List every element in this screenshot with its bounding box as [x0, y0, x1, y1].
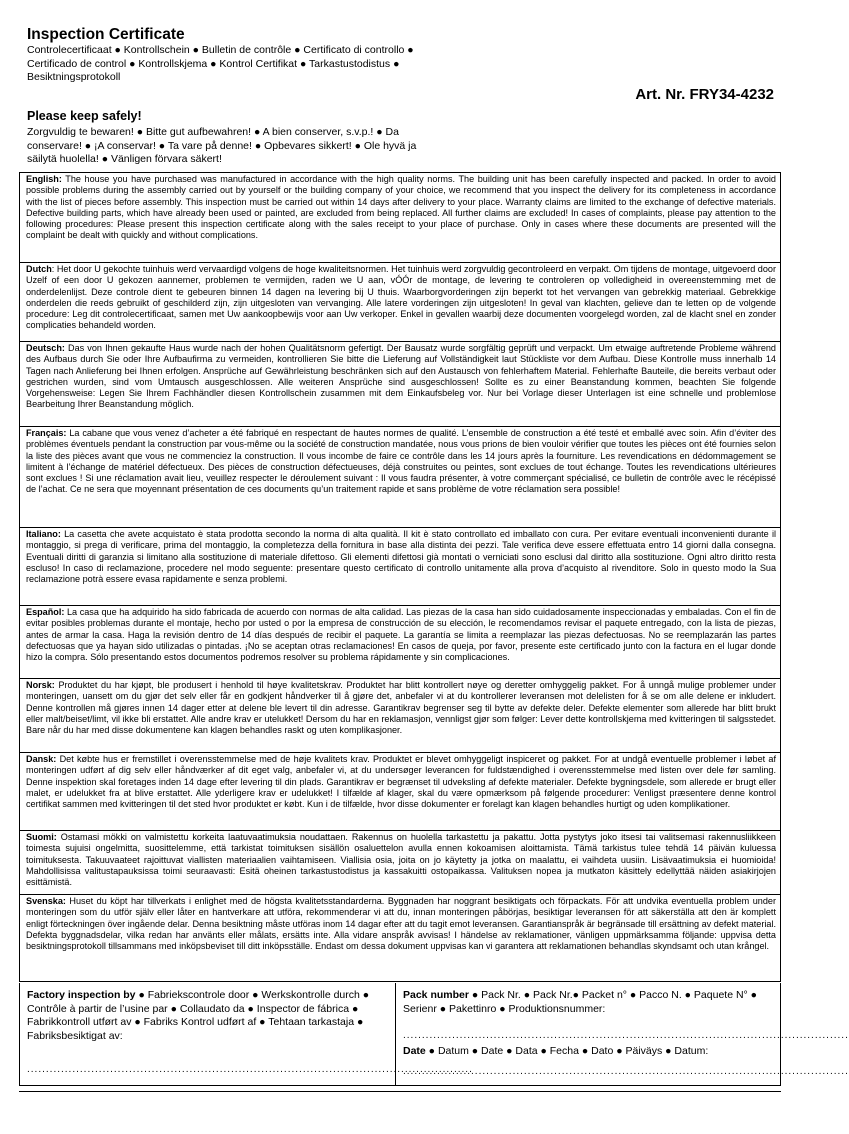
section-text: Produktet du har kjøpt, ble produsert i henhold til høye kvalitetskrav. Produktet har blitt kontrollert nøye og deretter omhyggelig pakket. For å unngå mulige problemer under monteringen, uansett om du gjør det selv eller får en godkjent håndverker til å gjøre det, anbefaler vi at du kontrollerer leveransen mot delelisten for å se om alle delene er inkludert. Denne kontrollen må gjøres innen 14 dager etter at delene ble levert til din adresse. Garantikrav begrenser seg til bytte av defekte deler. Defekte elementer som allerede har blitt brukt eller malt/beiset/limt, vil ikke bli erstattet. Alle andre krav er utelukket! Dersom du har en reklamasjon, vennligst gjør som følger: Lever dette kontrollskjema med kvitteringen til salgsstedet. Bare når du har med disse dokumentene kan klagen behandles raskt og uten komplikasjoner.: [26, 680, 776, 735]
section-italiano: [20, 528, 780, 606]
section-francais: [20, 427, 780, 528]
section-text: La casa que ha adquirido ha sido fabricada de acuerdo con normas de alta calidad. Las piezas de la casa han sido cuidadosamente inspeccionadas y embaladas. Con el fin de evitar posibles problemas durante el montaje, hecho por usted o por la empresa de construcción de su elección, le recomendamos revisar el paquete entregado, con la lista de piezas, antes de armar la casa. Haga la revisión dentro de 14 días después de recibir el paquete. La garantía se limita a reemplazar las piezas defectuosas. No se reemplazarán las partes defectuosas que ya hayan sido utilizadas o pintadas. ¡No se aceptan otras reclamaciones! En casos de queja, por favor, presente este certificado junto con la factura en el lugar donde hizo la compra. Sólo presentando estos documentos podremos resolver su problema rápidamente y sin complicaciones.: [26, 607, 776, 662]
section-text: La casetta che avete acquistato è stata prodotta secondo la norma di alta qualità. Il kit è stato controllato ed imballato con cura. Per evitare eventuali inconvenienti durante il montaggio, si prega di verificare, prima del montaggio, la completezza della fornitura in base alla distinta dei pezzi. Tale verifica deve essere effettuata entro 14 giorni dalla consegna. Eventuali diritti di garanzia si limitano alla sostituzione di materiale difettoso. Gli elementi difettosi già montati o verniciati sono esclusi dal diritto alla sostituzione. Ogni altro diritto resta escluso! In caso di reclamazione, procedere nel modo seguente: presentare questo certificato di controllo unitamente alla prova d’acquisto al rivenditore. Solo in questo modo la Sua reclamazione potrà essere evasa rapidamente e senza problemi.: [26, 529, 776, 584]
section-text: Ostamasi mökki on valmistettu korkeita laatuvaatimuksia noudattaen. Rakennus on huolella tarkastettu ja pakattu. Jotta pystytys joko itsesi tai valitsemasi rakennusliikkeen toimesta sujuisi ongelmitta, suosittelemme, että tarkistat toimituksen sisällön osaluettelon avulla ennen kokoamisen aloittamista. Tämä tarkistus tulee tehdä 14 päivän kuluessa toimituksesta. Takuuvaateet rajoittuvat viallisten materiaalien vaihtamiseen. Viallisia osia, joita on jo käytetty ja jotka on maalattu, ei vaihdeta uusiin. Lisävaatimuksia ei huomioida! Mahdollisissa valitustapauksissa toimi seuraavasti: Esitä oheinen tarkastustodistus ja kassakuitti ostopaikassa. Valituksen nopea ja mutkaton käsittely edellyttää näiden asiakirjojen esittämistä.: [26, 832, 776, 887]
section-lang-label: Français:: [26, 428, 67, 438]
section-svenska: [20, 895, 780, 981]
date-blank[interactable]: ......................................................................................................................: [403, 1066, 849, 1077]
date-line: [403, 1045, 774, 1059]
section-dutch: [20, 263, 780, 342]
section-norsk: [20, 679, 780, 753]
keep-safely-translations: Zorgvuldig te bewaren! ● Bitte gut aufbewahren! ● A bien conserver, s.v.p.! ● Da conservare! ● ¡A conservar! ● Ta vare på denne! ● Opbevares sikkert! ● Ole hyvä ja säilytä huolella! ● Vänligen förvara säkert!: [27, 126, 417, 165]
section-text: : Het door U gekochte tuinhuis werd vervaardigd volgens de hoge kwaliteitsnormen. Het tuinhuis werd zorgvuldig gecontroleerd en verpakt. Om tijdens de montage, uitgevoerd door Uzelf of een door U gekozen aannemer, problemen te vermijden, raden we U aan, vÓÓr de montage, de levering te controleren op volledigheid in overeenstemming met de onderdelenlijst. Deze controle dient te gebeuren binnen 14 dagen na levering bij U thuis. Waarborgvorderingen zijn beperkt tot het vervangen van gebrekkig materiaal. Gebrekkige onderdelen die reeds gebruikt of geschilderd zijn, zijn uitgesloten van vervanging. Alle latere vorderingen zijn uitgesloten! In geval van klachten, gelieve dan te letten op de volgende procedure: Leg dit controlecertificaat, samen met Uw aankoopbewijs voor aan Uw verkoper. Enkel in gevallen waarbij deze documenten voorgelegd worden, zal de klacht snel en zonder complicaties behandeld worden.: [26, 264, 776, 331]
section-lang-label: Dansk:: [26, 754, 57, 764]
section-text: Das von Ihnen gekaufte Haus wurde nach der hohen Qualitätsnorm gefertigt. Der Bausatz wurde sorgfältig geprüft und verpackt. Um etwaige auftretende Probleme während des Aufbaus durch Sie oder Ihre Aufbaufirma zu vermeiden, kontrollieren Sie bitte die Lieferung auf Vollständigkeit laut Stückliste vor dem Aufbau. Diese Kontrolle muss innerhalb 14 Tagen nach Anlieferung bei Ihnen erfolgen. Ansprüche auf Gewährleistung beschränken sich auf den Austausch von fehlerhaftem Material. Fehlerhafte Bauteile, die bereits verbaut oder gestrichen wurden, sind vom Umtausch ausgeschlossen. Alle weiteren Ansprüche sind ausgeschlossen! Sollte es zu einer Beanstandung kommen, beachten Sie folgende Vorgehensweise: Legen Sie Ihrem Fachhändler diesen Kontrollschein zusammen mit dem Einkaufsbeleg vor. Nur bei Vorlage dieser Unterlagen ist eine schnelle und problemlose Bearbeitung Ihrer Beanstandung möglich.: [26, 343, 776, 410]
section-text: La cabane que vous venez d’acheter a été fabriqué en respectant de hautes normes de qualité. L’ensemble de construction a été testé et emballé avec soin. Afin d’éviter des problèmes éventuels pendant la construction par vous-même ou la société de construction mandatée, nous vous prions de bien vouloir vérifier que toutes les pièces ont été fournies selon la liste des pièces avant que vous ne commenciez la construction. Il vous incombe de faire ce contrôle dans les 14 jours après la fourniture. Les revendications en dédommagement se limitent à l’échange de matériel défectueux. Des pièces de construction défectueuses, déjà construites ou peintes, sont exclues de tout échange. Toutes les revendications ultérieures sont exclues ! Si une réclamation avait lieu, veuillez respecter le déroulement suivant : Il vous faudra présenter, à votre commerçant spécialisé, ce bulletin de contrôle avec le récépissé de l’achat. Ce ne sera que moyennant présentation de ces documents qu’un traitement rapide et sans problème de votre réclamation sera possible!: [26, 428, 776, 495]
section-lang-label: Dutch: [26, 264, 52, 274]
title-translations: Controlecertificaat ● Kontrollschein ● Bulletin de contrôle ● Certificato di controllo ● Certificado de control ● Kontrollskjema ● Kontrol Certifikat ● Tarkastustodistus ● Besiktningsprotokoll: [27, 44, 414, 83]
section-lang-label: Deutsch:: [26, 343, 65, 353]
section-lang-label: Italiano:: [26, 529, 61, 539]
keep-safely-heading: Please keep safely!: [27, 109, 142, 123]
section-text: The house you have purchased was manufactured in accordance with the high quality norms. The building unit has been carefully inspected and packed. In order to avoid possible problems during the assembly carried out by yourself or the building company of your choice, we recommend that you inspect the delivery for its completeness in accordance with the list of pieces before assembly. This inspection must be carried out within 14 days after delivery to your place. Warranty claims are limited to the exchange of defective materials. Defective building parts, which have already been used or painted, are excluded from being replaced. All further claims are excluded! In cases of complaints, please pay attention to the following procedures: Please present this inspection certificate along with the sales receipt to your place of purchase. Only in cases where these documents are presented will the complaint be dealt with quickly and without complications.: [26, 174, 776, 241]
section-text: Det købte hus er fremstillet i overensstemmelse med de høje kvalitets krav. Produktet er blevet omhyggeligt inspiceret og pakket. For at undgå eventuelle problemer i løbet af monteringen udført af dig selv eller håndværker af dit eget valg, anbefaler vi, at du undersøger leverancen for fuldstændighed i overensstemmelse med listen over dele før samling. Denne inspektion skal foretages inden 14 dage efter levering til din plads. Garantikrav er begrænset til udveksling af defekte materialer. Defekte bygningsdele, som allerede er brugt eller malet, er udelukket fra at blive erstattet. Alle yderligere krav er udelukket! I tilfælde af klager, skal du være opmærksom på følgende procedurer: Venligst præsentere denne kontrol certifikat sammen med kvitteringen til det sted hvor produktet er købt. Kun i de tilfælde, hvor disse dokumenter er forelagt kan klagen behandles hurtigt og uden komplikationer.: [26, 754, 776, 809]
section-lang-label: English:: [26, 174, 62, 184]
pack-number-label: Pack number: [403, 989, 469, 1001]
section-text: Huset du köpt har tillverkats i enlighet med de högsta kvalitetsstandarderna. Byggnaden har noggrant besiktigats och förpackats. För att undvika eventuella problem under monteringen som du utför själv eller låter en hantverkare att utföra, rekommenderar vi att du, innan monteringen påbörjas, besiktigar leveransen för att säkerställa att den är komplett enligt förteckningen över ingående delar. Denna besiktning måste utföras inom 14 dagar efter att du tagit emot leveransen. Garantianspråk är begränsade till ersättning av defekt material. Defekta byggnadsdelar, vilka redan har använts eller målats, ersätts inte. Alla vidare anspråk avvisas! I händelse av reklamationer, vänligen uppmärksamma följande: uppvisa detta besiktningsprotokoll tillsammans med inköpsbeviset till ditt inköpsställe. Endast om dessa dokument uppvisas kan vi garantera att reklamationen behandlas skyndsamt och utan krångel.: [26, 896, 776, 951]
date-translations: ● Datum ● Date ● Data ● Fecha ● Dato ● Päiväys ● Datum:: [425, 1045, 709, 1057]
section-lang-label: Svenska:: [26, 896, 66, 906]
pack-number-translations: ● Pack Nr. ● Pack Nr.● Packet n° ● Pacco N. ● Paquete N° ● Serienr ● Pakettinro ● Produktionsnummer:: [403, 989, 758, 1015]
pack-number-blank[interactable]: ......................................................................................................................: [403, 1030, 849, 1041]
section-dansk: [20, 753, 780, 831]
bottom-rule: [19, 1091, 781, 1092]
factory-inspection-label: Factory inspection by: [27, 989, 136, 1001]
article-number: Art. Nr. FRY34-4232: [635, 86, 774, 103]
section-lang-label: Español:: [26, 607, 65, 617]
section-suomi: [20, 831, 780, 895]
section-english: [20, 173, 780, 263]
footer-fields: [19, 983, 849, 1086]
language-sections-box: [19, 172, 781, 982]
section-deutsch: [20, 342, 780, 427]
page-title: Inspection Certificate: [27, 26, 185, 43]
factory-inspection-blank[interactable]: ......................................................................................................................: [27, 1064, 473, 1075]
factory-inspection-translations: ● Fabriekscontrole door ● Werkskontrolle durch ● Contrôle à partir de l’usine par ● Collaudato da ● Inspector de fábrica ● Fabrikkontroll utført av ● Fabriks Kontrol udført af ● Tehtaan tarkastaja ● Fabriksbesiktigat av:: [27, 989, 370, 1042]
section-lang-label: Norsk:: [26, 680, 55, 690]
section-lang-label: Suomi:: [26, 832, 57, 842]
date-label: Date: [403, 1045, 426, 1057]
pack-date-field: [396, 983, 849, 1085]
section-espanol: [20, 606, 780, 679]
